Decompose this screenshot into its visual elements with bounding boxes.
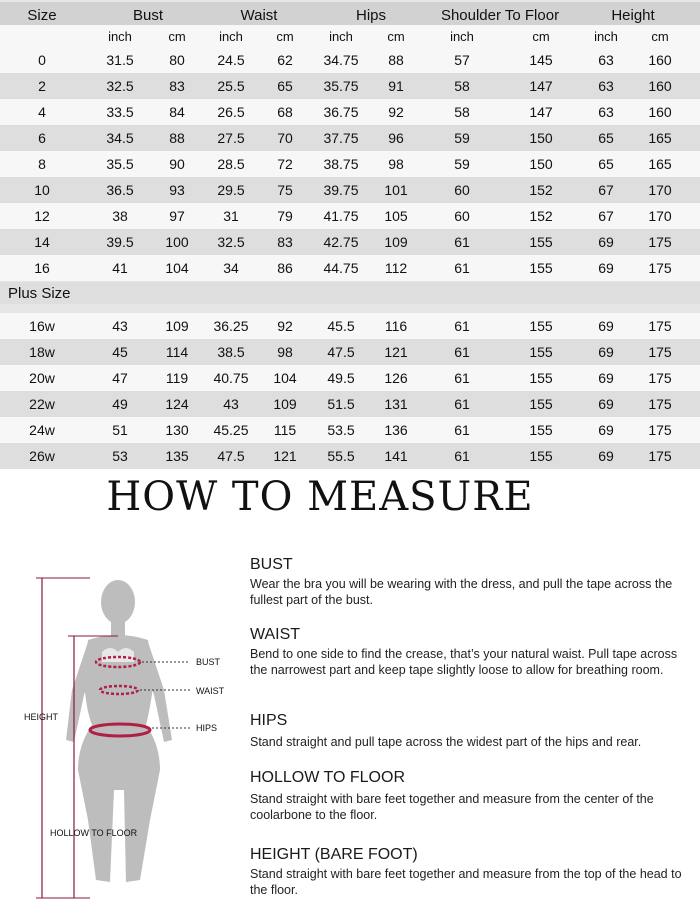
measurement-value: 53.5: [327, 422, 355, 438]
plus-size-data-row: [0, 339, 700, 365]
measurement-value: 39.75: [323, 182, 359, 198]
measurement-value: 98: [388, 156, 404, 172]
unit-label: cm: [532, 28, 550, 44]
measurement-value: 155: [529, 260, 553, 276]
measurement-value: 92: [388, 104, 404, 120]
size-value: 4: [38, 104, 46, 120]
size-row: [0, 255, 700, 281]
measurement-value: 61: [454, 448, 470, 464]
measurement-value: 29.5: [217, 182, 245, 198]
measurement-value: 130: [165, 422, 189, 438]
unit-label: cm: [387, 28, 405, 44]
size-value: 16: [34, 260, 50, 276]
hollow-label: HOLLOW TO FLOOR: [50, 828, 138, 838]
measurement-value: 97: [169, 208, 185, 224]
measurement-value: 43: [112, 318, 128, 334]
measurement-value: 45.25: [213, 422, 249, 438]
hollow-to-floor-description: Stand straight with bare feet together and measure from the center of the coolarbone to the floor.: [250, 792, 654, 822]
measurement-value: 60: [454, 182, 470, 198]
measurement-value: 147: [529, 78, 553, 94]
header-waist: Waist: [240, 6, 278, 24]
waist-description: Bend to one side to find the crease, that’s your natural waist. Pull tape across the narrowest part and keep tape slightly loose to allow for breathing room.: [250, 647, 678, 677]
measurement-value: 33.5: [106, 104, 134, 120]
measurement-value: 150: [529, 130, 553, 146]
measurement-value: 61: [454, 344, 470, 360]
measurement-value: 175: [648, 448, 672, 464]
size-row: [0, 203, 700, 229]
measurement-value: 36.25: [213, 318, 249, 334]
measurement-value: 47.5: [217, 448, 245, 464]
header-height: Height: [611, 6, 655, 24]
measurement-value: 175: [648, 344, 672, 360]
measurement-value: 121: [273, 448, 297, 464]
measurement-value: 124: [165, 396, 189, 412]
measurement-value: 45.5: [327, 318, 355, 334]
hips-heading: HIPS: [250, 712, 288, 729]
measurement-value: 26.5: [217, 104, 245, 120]
measurement-value: 104: [273, 370, 297, 386]
unit-label: inch: [594, 28, 618, 44]
measurement-value: 175: [648, 318, 672, 334]
unit-label: cm: [168, 28, 186, 44]
measurement-value: 96: [388, 130, 404, 146]
measurement-value: 63: [598, 104, 614, 120]
measurement-value: 58: [454, 78, 470, 94]
measurement-value: 32.5: [106, 78, 134, 94]
header-shoulder-to-floor: Shoulder To Floor: [440, 6, 560, 24]
size-value: 16w: [29, 318, 55, 334]
measurement-value: 69: [598, 396, 614, 412]
measurement-value: 170: [648, 208, 672, 224]
unit-label: cm: [276, 28, 294, 44]
measurement-value: 70: [277, 130, 293, 146]
measurement-value: 121: [384, 344, 408, 360]
size-value: 12: [34, 208, 50, 224]
size-value: 14: [34, 234, 50, 250]
measurement-value: 155: [529, 234, 553, 250]
plus-size-data-row: [0, 313, 700, 339]
measurement-value: 57: [454, 52, 470, 68]
measurement-value: 175: [648, 260, 672, 276]
measurement-value: 109: [273, 396, 297, 412]
measurement-value: 28.5: [217, 156, 245, 172]
measurement-value: 45: [112, 344, 128, 360]
size-value: 6: [38, 130, 46, 146]
measurement-value: 35.5: [106, 156, 134, 172]
measurement-value: 40.75: [213, 370, 249, 386]
plus-size-data-row: [0, 365, 700, 391]
measurement-value: 69: [598, 448, 614, 464]
measurement-value: 155: [529, 318, 553, 334]
how-to-measure-title: HOW TO MEASURE: [106, 474, 534, 520]
measurement-value: 109: [384, 234, 408, 250]
unit-label: inch: [219, 28, 243, 44]
measurement-value: 165: [648, 130, 672, 146]
measurement-figure: [0, 560, 240, 901]
size-row: [0, 229, 700, 255]
measurement-value: 67: [598, 182, 614, 198]
measurement-value: 114: [165, 344, 189, 360]
measurement-value: 49: [112, 396, 128, 412]
measurement-value: 147: [529, 104, 553, 120]
size-value: 18w: [29, 344, 55, 360]
measurement-value: 79: [277, 208, 293, 224]
measurement-value: 24.5: [217, 52, 245, 68]
measurement-value: 51: [112, 422, 128, 438]
measurement-value: 34: [223, 260, 239, 276]
size-value: 2: [38, 78, 46, 94]
measurement-value: 65: [598, 130, 614, 146]
units-row: [0, 25, 700, 47]
height-label: HEIGHT: [24, 712, 59, 722]
header-hips: Hips: [355, 6, 386, 24]
measurement-value: 160: [648, 52, 672, 68]
measurement-value: 35.75: [323, 78, 359, 94]
measurement-value: 92: [277, 318, 293, 334]
measurement-value: 36.75: [323, 104, 359, 120]
size-row: [0, 151, 700, 177]
measurement-value: 91: [388, 78, 404, 94]
size-value: 24w: [29, 422, 55, 438]
measurement-value: 43: [223, 396, 239, 412]
measurement-value: 115: [273, 422, 297, 438]
measurement-value: 65: [277, 78, 293, 94]
measurement-value: 141: [384, 448, 408, 464]
measurement-value: 61: [454, 234, 470, 250]
plus-size-row: [0, 282, 700, 304]
measurement-value: 38.75: [323, 156, 359, 172]
unit-label: cm: [651, 28, 669, 44]
measurement-value: 61: [454, 396, 470, 412]
measurement-value: 41: [112, 260, 128, 276]
measurement-value: 61: [454, 318, 470, 334]
plus-size-label: Plus Size: [8, 284, 71, 302]
waist-label: WAIST: [196, 686, 225, 696]
measurement-value: 55.5: [327, 448, 355, 464]
measurement-value: 160: [648, 104, 672, 120]
measurement-value: 152: [529, 208, 553, 224]
unit-label: inch: [108, 28, 132, 44]
measurement-value: 175: [648, 396, 672, 412]
size-value: 22w: [29, 396, 55, 412]
plus-size-data-row: [0, 391, 700, 417]
size-value: 8: [38, 156, 46, 172]
measurement-value: 83: [169, 78, 185, 94]
measurement-value: 93: [169, 182, 185, 198]
measurement-value: 86: [277, 260, 293, 276]
measurement-value: 84: [169, 104, 185, 120]
measurement-value: 49.5: [327, 370, 355, 386]
header-bust: Bust: [132, 6, 163, 24]
measurement-value: 69: [598, 344, 614, 360]
header-size: Size: [27, 6, 57, 24]
size-row: [0, 73, 700, 99]
measurement-value: 67: [598, 208, 614, 224]
hips-label: HIPS: [196, 723, 218, 733]
measurement-value: 175: [648, 370, 672, 386]
bust-heading: BUST: [250, 556, 293, 573]
measurement-value: 72: [277, 156, 293, 172]
measurement-value: 37.75: [323, 130, 359, 146]
measurement-value: 152: [529, 182, 553, 198]
measurement-value: 83: [277, 234, 293, 250]
measurement-value: 61: [454, 260, 470, 276]
measurement-value: 155: [529, 370, 553, 386]
measurement-value: 75: [277, 182, 293, 198]
measurement-value: 175: [648, 234, 672, 250]
hollow-to-floor-heading: HOLLOW TO FLOOR: [250, 769, 405, 786]
measurement-value: 88: [388, 52, 404, 68]
size-value: 0: [38, 52, 46, 68]
measurement-value: 150: [529, 156, 553, 172]
measurement-value: 32.5: [217, 234, 245, 250]
measurement-value: 63: [598, 78, 614, 94]
size-value: 26w: [29, 448, 55, 464]
measurement-value: 53: [112, 448, 128, 464]
measurement-value: 90: [169, 156, 185, 172]
measurement-value: 69: [598, 370, 614, 386]
measurement-value: 51.5: [327, 396, 355, 412]
hips-description: Stand straight and pull tape across the widest part of the hips and rear.: [250, 735, 642, 749]
measurement-value: 155: [529, 422, 553, 438]
measurement-value: 65: [598, 156, 614, 172]
measurement-value: 34.5: [106, 130, 134, 146]
unit-label: inch: [329, 28, 353, 44]
measurement-value: 98: [277, 344, 293, 360]
measurement-value: 47.5: [327, 344, 355, 360]
measurement-value: 59: [454, 156, 470, 172]
measurement-value: 58: [454, 104, 470, 120]
measurement-value: 59: [454, 130, 470, 146]
measurement-value: 38: [112, 208, 128, 224]
measurement-value: 69: [598, 318, 614, 334]
measurement-value: 160: [648, 78, 672, 94]
measurement-value: 61: [454, 422, 470, 438]
unit-label: inch: [450, 28, 474, 44]
measurement-value: 100: [165, 234, 189, 250]
measurement-value: 165: [648, 156, 672, 172]
size-row: [0, 125, 700, 151]
measurement-value: 116: [384, 318, 408, 334]
measurement-value: 62: [277, 52, 293, 68]
measurement-value: 38.5: [217, 344, 245, 360]
measurement-value: 69: [598, 234, 614, 250]
measurement-value: 109: [165, 318, 189, 334]
waist-heading: WAIST: [250, 626, 301, 643]
measurement-value: 60: [454, 208, 470, 224]
measurement-value: 34.75: [323, 52, 359, 68]
measurement-value: 105: [384, 208, 408, 224]
bust-label: BUST: [196, 657, 221, 667]
measurement-value: 61: [454, 370, 470, 386]
measurement-value: 69: [598, 260, 614, 276]
size-row: [0, 99, 700, 125]
measurement-value: 31.5: [106, 52, 134, 68]
measurement-value: 126: [384, 370, 408, 386]
measurement-value: 39.5: [106, 234, 134, 250]
measurement-value: 101: [384, 182, 408, 198]
size-value: 20w: [29, 370, 55, 386]
measurement-value: 104: [165, 260, 189, 276]
measurement-value: 27.5: [217, 130, 245, 146]
size-row: [0, 177, 700, 203]
height-heading: HEIGHT (BARE FOOT): [250, 846, 418, 863]
measurement-value: 155: [529, 396, 553, 412]
measurement-value: 44.75: [323, 260, 359, 276]
measurement-value: 119: [165, 370, 189, 386]
measurement-value: 68: [277, 104, 293, 120]
measurement-value: 155: [529, 448, 553, 464]
measurement-value: 175: [648, 422, 672, 438]
measurement-value: 80: [169, 52, 185, 68]
measurement-value: 42.75: [323, 234, 359, 250]
bust-description: Wear the bra you will be wearing with the dress, and pull the tape across the fullest part of the bust.: [250, 577, 673, 607]
measurement-value: 63: [598, 52, 614, 68]
plus-size-data-row: [0, 417, 700, 443]
measurement-value: 47: [112, 370, 128, 386]
plus-size-data-row: [0, 443, 700, 469]
measurement-value: 170: [648, 182, 672, 198]
size-value: 10: [34, 182, 50, 198]
measurement-value: 69: [598, 422, 614, 438]
measurement-value: 136: [384, 422, 408, 438]
measurement-value: 135: [165, 448, 189, 464]
measurement-value: 112: [384, 260, 408, 276]
measurement-value: 41.75: [323, 208, 359, 224]
height-description: Stand straight with bare feet together and measure from the top of the head to the floor.: [250, 867, 682, 897]
measurement-value: 36.5: [106, 182, 134, 198]
measurement-value: 131: [384, 396, 408, 412]
measurement-value: 25.5: [217, 78, 245, 94]
measurement-value: 31: [223, 208, 239, 224]
measurement-value: 155: [529, 344, 553, 360]
measurement-value: 145: [529, 52, 553, 68]
size-row: [0, 47, 700, 73]
measurement-value: 88: [169, 130, 185, 146]
